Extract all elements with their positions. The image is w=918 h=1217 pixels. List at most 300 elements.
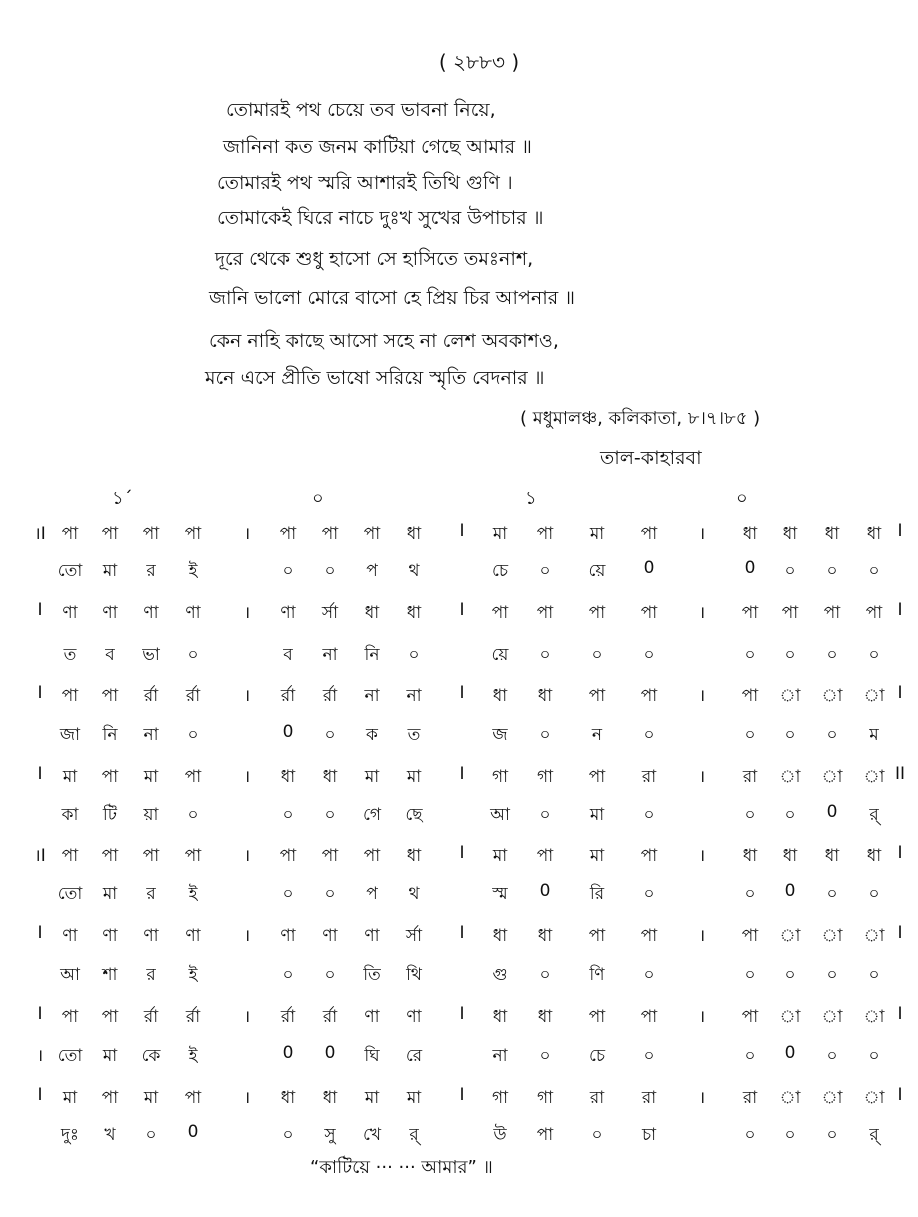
swara-cell: পা	[640, 846, 658, 866]
syllable-cell: গু	[492, 965, 508, 985]
syllable-cell: ০	[282, 561, 294, 581]
swara-cell: ণা	[102, 926, 118, 946]
syllable-cell: ০	[868, 884, 880, 904]
swara-cell: পা	[321, 846, 339, 866]
syllable-cell: ০	[643, 965, 655, 985]
swara-cell: পা	[640, 603, 658, 623]
syllable-cell: ০	[539, 805, 551, 825]
syllable-cell: র্	[869, 1125, 879, 1145]
syllable-cell: 0	[282, 1043, 294, 1063]
syllable-cell: উ	[493, 1125, 507, 1145]
swara-cell: া	[863, 686, 885, 706]
syllable-cell: ০	[784, 965, 796, 985]
swara-cell: া	[821, 926, 843, 946]
syllable-cell: সু	[324, 1125, 336, 1145]
lyric-syllable-row	[0, 642, 918, 672]
syllable-cell: র্	[869, 805, 879, 825]
syllable-cell: রে	[405, 1046, 423, 1066]
syllable-cell: ০	[282, 965, 294, 985]
swara-cell: পা	[279, 846, 297, 866]
swara-cell: ।	[243, 926, 251, 946]
swara-row	[0, 600, 918, 630]
syllable-cell: ০	[744, 645, 756, 665]
syllable-cell: ০	[539, 725, 551, 745]
syllable-cell: ব	[105, 645, 115, 665]
swara-cell: া	[779, 926, 801, 946]
swara-cell: রা	[742, 767, 758, 787]
syllable-cell: ০	[826, 561, 838, 581]
swara-cell: া	[863, 926, 885, 946]
syllable-cell: ০	[643, 805, 655, 825]
swara-cell: ধা	[280, 767, 296, 787]
swara-cell: পা	[101, 767, 119, 787]
lyric-line: কেন নাহি কাছে আসো সহে না লেশ অবকাশও,	[209, 330, 559, 352]
swara-cell: রা	[641, 767, 657, 787]
syllable-cell: মা	[102, 884, 118, 904]
swara-cell: মা	[589, 524, 605, 544]
syllable-cell: ০	[643, 884, 655, 904]
syllable-cell: মা	[102, 1046, 118, 1066]
swara-cell: পা	[823, 603, 841, 623]
lyric-syllable-row	[0, 1043, 918, 1073]
swara-cell: ।I	[34, 846, 46, 866]
swara-cell: ধা	[537, 926, 553, 946]
swara-cell: I	[37, 923, 43, 943]
swara-row	[0, 843, 918, 873]
syllable-cell: ০	[868, 965, 880, 985]
syllable-cell: র্	[409, 1125, 419, 1145]
swara-cell: মা	[364, 1088, 380, 1108]
swara-cell: ণা	[185, 603, 201, 623]
swara-cell: পা	[536, 603, 554, 623]
swara-cell: ণা	[62, 926, 78, 946]
swara-cell: া	[821, 686, 843, 706]
swara-cell: পা	[363, 846, 381, 866]
syllable-cell: র	[146, 965, 156, 985]
swara-cell: রা	[641, 1088, 657, 1108]
swara-cell: পা	[61, 846, 79, 866]
swara-cell: ধা	[742, 846, 758, 866]
swara-cell: ।	[698, 686, 706, 706]
syllable-cell: র	[146, 884, 156, 904]
swara-cell: া	[821, 1088, 843, 1108]
swara-cell: ধা	[492, 686, 508, 706]
syllable-cell: চে	[491, 561, 509, 581]
syllable-cell: না	[143, 725, 159, 745]
syllable-cell: টি	[102, 805, 118, 825]
syllable-cell: ০	[591, 645, 603, 665]
swara-cell: ণা	[406, 1007, 422, 1027]
syllable-cell: ০	[784, 725, 796, 745]
syllable-cell: ০	[324, 561, 336, 581]
syllable-cell: 0	[784, 1043, 796, 1063]
swara-cell: গা	[536, 1088, 554, 1108]
syllable-cell: ম	[869, 725, 879, 745]
swara-cell: া	[779, 767, 801, 787]
syllable-cell: নি	[102, 725, 118, 745]
swara-cell: পা	[640, 686, 658, 706]
syllable-cell: ই	[188, 1046, 198, 1066]
swara-cell: ণা	[280, 926, 296, 946]
swara-row	[0, 923, 918, 953]
swara-cell: মা	[143, 1088, 159, 1108]
syllable-cell: ০	[324, 725, 336, 745]
swara-cell: র্রা	[322, 686, 338, 706]
swara-row	[0, 521, 918, 551]
syllable-cell: ০	[539, 561, 551, 581]
swara-cell: া	[863, 1088, 885, 1108]
swara-cell: র্রা	[185, 1007, 201, 1027]
syllable-cell: ন	[591, 725, 603, 745]
swara-cell: ।	[698, 767, 706, 787]
syllable-cell: ত	[63, 645, 77, 665]
swara-cell: ণা	[62, 603, 78, 623]
swara-cell: I	[37, 1004, 43, 1024]
swara-cell: র্রা	[322, 1007, 338, 1027]
swara-cell: া	[779, 686, 801, 706]
swara-cell: পা	[588, 926, 606, 946]
syllable-cell: ০	[324, 884, 336, 904]
lyric-syllable-row	[0, 558, 918, 588]
swara-cell: পা	[101, 846, 119, 866]
swara-cell: মা	[62, 767, 78, 787]
syllable-cell: ০	[187, 725, 199, 745]
swara-cell: পা	[640, 524, 658, 544]
syllable-cell: 0	[744, 558, 756, 578]
lyric-syllable-row	[0, 881, 918, 911]
swara-cell: ণা	[143, 603, 159, 623]
swara-cell: পা	[865, 603, 883, 623]
swara-cell: গা	[491, 767, 509, 787]
swara-cell: র্রা	[280, 1007, 296, 1027]
syllable-cell: ।	[36, 1046, 44, 1066]
swara-cell: পা	[184, 524, 202, 544]
swara-cell: ণা	[322, 926, 338, 946]
syllable-cell: ০	[282, 884, 294, 904]
syllable-cell: জ	[492, 725, 508, 745]
syllable-cell: ০	[784, 645, 796, 665]
lyric-syllable-row	[0, 722, 918, 752]
syllable-cell: জা	[59, 725, 81, 745]
beat-marker: ০	[312, 488, 324, 509]
syllable-cell: ০	[643, 1046, 655, 1066]
syllable-cell: রি	[589, 884, 605, 904]
swara-cell: না	[364, 686, 380, 706]
swara-cell: মা	[406, 767, 422, 787]
swara-cell: মা	[364, 767, 380, 787]
syllable-cell: ০	[744, 965, 756, 985]
syllable-cell: ই	[188, 561, 198, 581]
syllable-cell: ০	[187, 805, 199, 825]
syllable-cell: ব	[283, 645, 293, 665]
swara-cell: ণা	[364, 1007, 380, 1027]
syllable-cell: ০	[643, 725, 655, 745]
syllable-cell: ০	[826, 645, 838, 665]
swara-cell: পা	[741, 603, 759, 623]
closing-line: “কাটিয়ে ··· ··· আমার” ॥	[310, 1157, 493, 1178]
syllable-cell: ণি	[589, 965, 605, 985]
syllable-cell: পা	[536, 1125, 554, 1145]
swara-cell: I	[459, 600, 465, 620]
swara-cell: I	[897, 1004, 903, 1024]
syllable-cell: ছে	[405, 805, 423, 825]
syllable-cell: ০	[744, 1125, 756, 1145]
swara-cell: র্রা	[143, 1007, 159, 1027]
syllable-cell: ০	[591, 1125, 603, 1145]
syllable-cell: চা	[641, 1125, 657, 1145]
syllable-cell: নি	[364, 645, 380, 665]
swara-cell: ।	[243, 686, 251, 706]
swara-cell: ।	[243, 524, 251, 544]
syllable-cell: 0	[784, 881, 796, 901]
swara-cell: ধা	[866, 846, 882, 866]
syllable-cell: প	[366, 561, 378, 581]
swara-cell: া	[821, 767, 843, 787]
swara-cell: I	[37, 764, 43, 784]
swara-cell: ।	[698, 524, 706, 544]
syllable-cell: কা	[61, 805, 79, 825]
swara-cell: ণা	[185, 926, 201, 946]
swara-cell: ধা	[492, 1007, 508, 1027]
swara-cell: পা	[536, 524, 554, 544]
swara-cell: পা	[781, 603, 799, 623]
swara-cell: I	[897, 1085, 903, 1105]
swara-cell: ।	[243, 767, 251, 787]
beat-marker: ১´	[112, 488, 133, 509]
swara-cell: ধা	[782, 846, 798, 866]
swara-cell: পা	[640, 926, 658, 946]
swara-cell: া	[863, 767, 885, 787]
syllable-cell: খ	[104, 1125, 116, 1145]
syllable-cell: না	[322, 645, 338, 665]
swara-cell: পা	[588, 603, 606, 623]
syllable-cell: থি	[406, 965, 422, 985]
syllable-cell: ০	[324, 965, 336, 985]
swara-cell: না	[406, 686, 422, 706]
swara-cell: র্সা	[321, 603, 339, 623]
syllable-cell: ক	[366, 725, 378, 745]
swara-cell: ধা	[322, 767, 338, 787]
swara-cell: র্রা	[143, 686, 159, 706]
syllable-cell: থ	[408, 884, 420, 904]
swara-cell: পা	[61, 686, 79, 706]
syllable-cell: ই	[188, 965, 198, 985]
swara-cell: ।	[698, 1088, 706, 1108]
syllable-cell: কে	[141, 1046, 161, 1066]
swara-cell: ধা	[824, 846, 840, 866]
swara-cell: I	[37, 683, 43, 703]
swara-cell: া	[821, 1007, 843, 1027]
syllable-cell: ০	[643, 645, 655, 665]
syllable-cell: ০	[187, 645, 199, 665]
swara-cell: মা	[62, 1088, 78, 1108]
swara-cell: পা	[741, 926, 759, 946]
lyric-line: জানি ভালো মোরে বাসো হে প্রিয় চির আপনার ॥	[209, 287, 575, 309]
swara-cell: ।	[243, 603, 251, 623]
swara-cell: ।	[698, 603, 706, 623]
lyric-syllable-row	[0, 802, 918, 832]
swara-cell: I	[459, 843, 465, 863]
swara-cell: পা	[363, 524, 381, 544]
syllable-cell: ০	[826, 725, 838, 745]
swara-cell: মা	[492, 846, 508, 866]
syllable-cell: ০	[744, 884, 756, 904]
swara-cell: র্রা	[280, 686, 296, 706]
swara-cell: গা	[536, 767, 554, 787]
composition-credit: ( মধুমালঞ্চ, কলিকাতা, ৮।৭।৮৫ )	[520, 408, 761, 429]
swara-cell: গা	[491, 1088, 509, 1108]
syllable-cell: 0	[187, 1122, 199, 1142]
swara-row	[0, 764, 918, 794]
swara-cell: I	[897, 843, 903, 863]
syllable-cell: না	[492, 1046, 508, 1066]
swara-cell: ণা	[280, 603, 296, 623]
swara-cell: পা	[640, 1007, 658, 1027]
syllable-cell: ০	[539, 645, 551, 665]
swara-cell: I	[459, 683, 465, 703]
swara-cell: পা	[321, 524, 339, 544]
syllable-cell: 0	[324, 1043, 336, 1063]
syllable-cell: ভা	[142, 645, 160, 665]
syllable-cell: ০	[826, 965, 838, 985]
beat-marker: ০	[736, 488, 748, 509]
swara-cell: II	[894, 764, 906, 784]
syllable-cell: তি	[363, 965, 381, 985]
swara-cell: রা	[742, 1088, 758, 1108]
swara-cell: পা	[588, 1007, 606, 1027]
syllable-cell: ০	[145, 1125, 157, 1145]
swara-cell: রা	[589, 1088, 605, 1108]
syllable-cell: ০	[784, 805, 796, 825]
swara-cell: ধা	[280, 1088, 296, 1108]
syllable-cell: ০	[868, 1046, 880, 1066]
swara-cell: ধা	[364, 603, 380, 623]
syllable-cell: ০	[282, 1125, 294, 1145]
swara-cell: পা	[61, 524, 79, 544]
syllable-cell: তো	[57, 884, 83, 904]
swara-cell: পা	[184, 846, 202, 866]
syllable-cell: আ	[490, 805, 510, 825]
syllable-cell: মা	[589, 805, 605, 825]
swara-cell: ।	[698, 1007, 706, 1027]
syllable-cell: মা	[102, 561, 118, 581]
syllable-cell: তো	[57, 1046, 83, 1066]
swara-cell: পা	[61, 1007, 79, 1027]
swara-cell: I	[459, 1004, 465, 1024]
swara-cell: ধা	[406, 846, 422, 866]
syllable-cell: ঘি	[364, 1046, 380, 1066]
swara-cell: ণা	[102, 603, 118, 623]
lyric-line: তোমারই পথ স্মরি আশারই তিথি গুণি ।	[217, 172, 513, 194]
swara-row	[0, 1085, 918, 1115]
swara-cell: া	[779, 1007, 801, 1027]
swara-cell: ধা	[537, 686, 553, 706]
swara-row	[0, 683, 918, 713]
syllable-cell: ই	[188, 884, 198, 904]
syllable-cell: ০	[744, 725, 756, 745]
lyric-line: তোমাকেই ঘিরে নাচে দুঃখ সুখের উপাচার ॥	[217, 207, 544, 229]
lyric-syllable-row	[0, 1122, 918, 1152]
syllable-cell: আ	[60, 965, 80, 985]
syllable-cell: ০	[744, 1046, 756, 1066]
swara-cell: ধা	[866, 524, 882, 544]
swara-cell: I	[897, 600, 903, 620]
swara-cell: ।I	[34, 524, 46, 544]
swara-cell: ধা	[782, 524, 798, 544]
swara-cell: পা	[101, 1007, 119, 1027]
swara-cell: ।	[698, 926, 706, 946]
swara-cell: পা	[279, 524, 297, 544]
syllable-cell: ০	[784, 561, 796, 581]
swara-cell: I	[459, 764, 465, 784]
syllable-cell: ০	[826, 884, 838, 904]
swara-cell: পা	[142, 846, 160, 866]
swara-cell: ধা	[824, 524, 840, 544]
syllable-cell: 0	[826, 802, 838, 822]
swara-cell: পা	[741, 1007, 759, 1027]
swara-cell: I	[897, 521, 903, 541]
swara-cell: পা	[588, 767, 606, 787]
swara-cell: ।	[698, 846, 706, 866]
swara-cell: মা	[406, 1088, 422, 1108]
swara-cell: পা	[101, 1088, 119, 1108]
swara-cell: I	[459, 521, 465, 541]
swara-cell: I	[459, 923, 465, 943]
swara-cell: পা	[536, 846, 554, 866]
syllable-cell: ০	[868, 645, 880, 665]
tala-label: তাল-কাহারবা	[600, 447, 702, 469]
swara-cell: মা	[589, 846, 605, 866]
syllable-cell: প	[366, 884, 378, 904]
swara-row	[0, 1004, 918, 1034]
swara-cell: ধা	[537, 1007, 553, 1027]
swara-cell: পা	[184, 1088, 202, 1108]
syllable-cell: ০	[324, 805, 336, 825]
swara-cell: I	[897, 683, 903, 703]
swara-cell: ধা	[406, 603, 422, 623]
lyric-syllable-row	[0, 962, 918, 992]
swara-cell: ণা	[143, 926, 159, 946]
lyric-line: মনে এসে প্রীতি ভাষো সরিয়ে স্মৃতি বেদনার ॥	[205, 367, 545, 389]
syllable-cell: তো	[57, 561, 83, 581]
swara-cell: I	[459, 1085, 465, 1105]
swara-cell: পা	[101, 686, 119, 706]
swara-cell: ।	[243, 846, 251, 866]
swara-cell: র্রা	[185, 686, 201, 706]
swara-cell: I	[37, 600, 43, 620]
syllable-cell: ০	[826, 1046, 838, 1066]
swara-cell: পা	[184, 767, 202, 787]
syllable-cell: স্ম	[492, 884, 508, 904]
syllable-cell: গে	[362, 805, 382, 825]
swara-cell: ।	[243, 1088, 251, 1108]
syllable-cell: ০	[826, 1125, 838, 1145]
swara-cell: মা	[143, 767, 159, 787]
lyric-line: তোমারই পথ চেয়ে তব ভাবনা নিয়ে,	[226, 99, 496, 121]
swara-cell: I	[37, 1085, 43, 1105]
swara-cell: ধা	[406, 524, 422, 544]
swara-cell: পা	[588, 686, 606, 706]
lyric-line: জানিনা কত জনম কাটিয়া গেছে আমার ॥	[223, 136, 532, 158]
syllable-cell: ত	[407, 725, 421, 745]
swara-cell: ।	[243, 1007, 251, 1027]
swara-cell: I	[897, 923, 903, 943]
swara-cell: ধা	[492, 926, 508, 946]
syllable-cell: ০	[408, 645, 420, 665]
swara-cell: র্সা	[405, 926, 423, 946]
syllable-cell: ০	[784, 1125, 796, 1145]
swara-cell: ণা	[364, 926, 380, 946]
